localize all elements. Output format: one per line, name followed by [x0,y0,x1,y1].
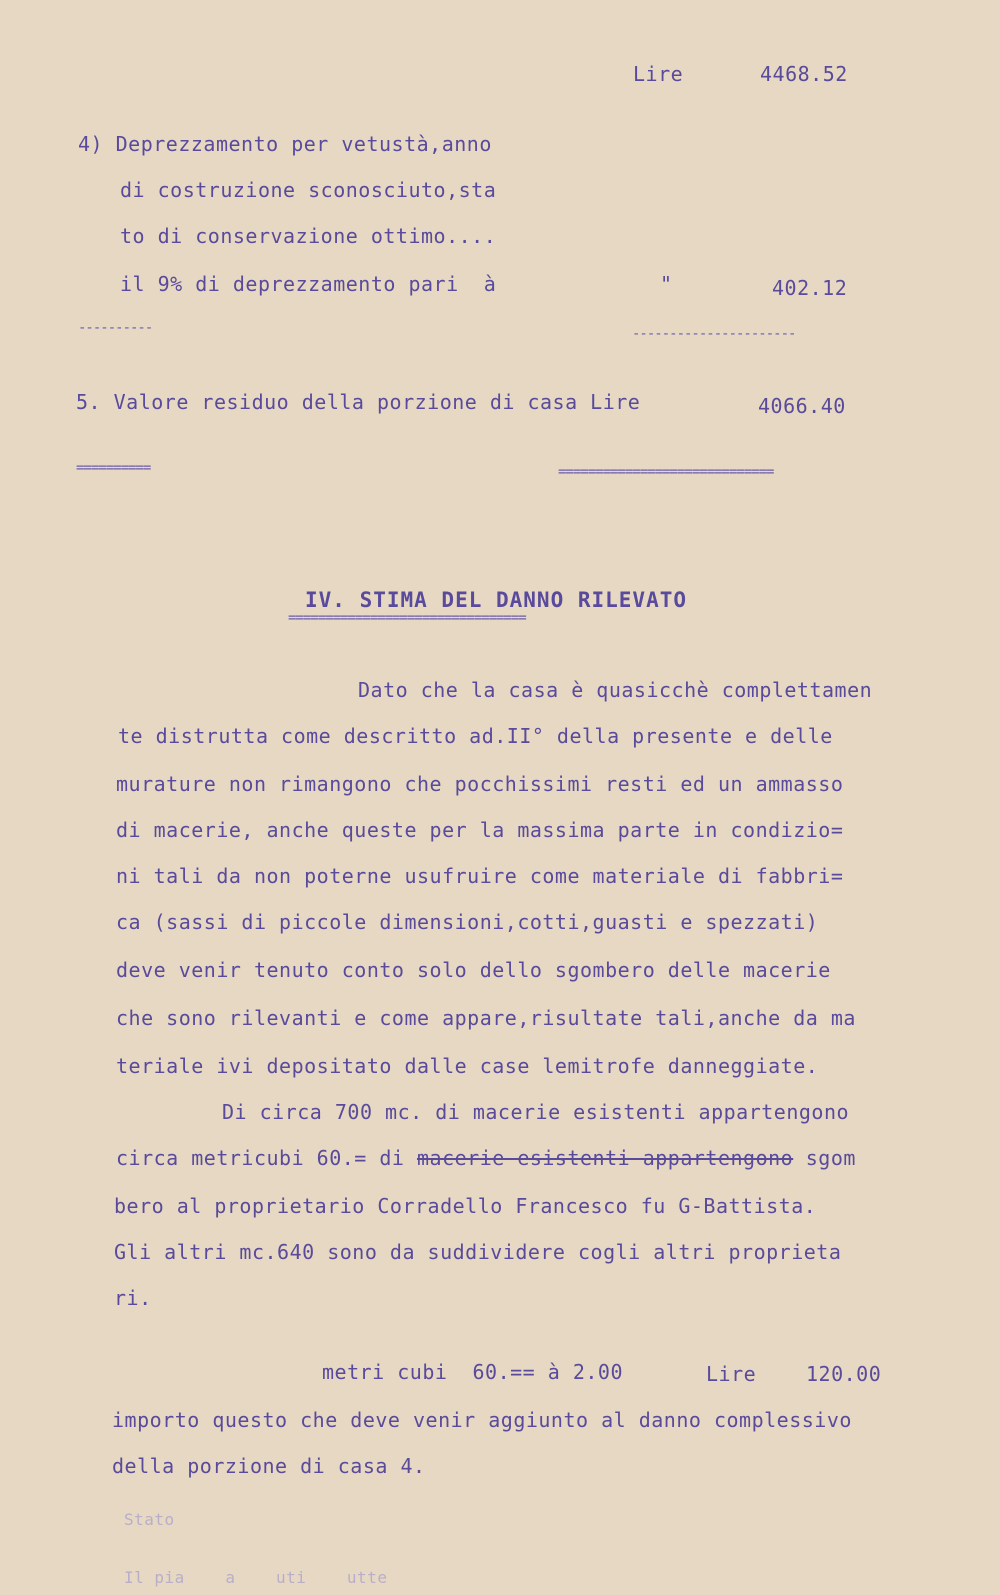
paragraph1-line-4: di macerie, anche queste per la massima parte in condizio= [116,818,844,842]
paragraph1-line-8: che sono rilevanti e come appare,risultate tali,anche da ma [116,1006,856,1030]
paragraph1-line-1: Dato che la casa è quasicchè complettamen [358,678,873,702]
section-title: IV. STIMA DEL DANNO RILEVATO [305,588,688,612]
header-amount: 4468.52 [760,62,848,86]
item4-rule-right: ---------------------- [632,326,796,342]
paragraph2-line-1: Di circa 700 mc. di macerie esistenti appartengono [222,1100,850,1124]
item5-rule-left: ========== [76,460,151,476]
calc-currency: Lire [706,1362,757,1386]
item5-label: 5. Valore residuo della porzione di casa Lire [76,390,641,414]
item4-line-4: il 9% di deprezzamento pari à [120,272,497,296]
calc-quantity: metri cubi 60.== à 2.00 [322,1360,623,1384]
section-title-underline: ================================ [288,610,526,626]
paragraph2-line-4: Gli altri mc.640 sono da suddividere cogli altri proprieta [114,1240,842,1264]
paragraph1-line-6: ca (sassi di piccole dimensioni,cotti,guasti e spezzati) [116,910,819,934]
paragraph1-line-5: ni tali da non poterne usufruire come materiale di fabbri= [116,864,844,888]
item5-rule-right: ============================= [558,464,774,480]
item5-amount: 4066.40 [758,394,846,418]
ditto-mark: " [660,272,673,296]
calc-amount: 120.00 [806,1362,882,1386]
paragraph2-line-2-pre: circa metricubi 60.= di [116,1146,417,1170]
paragraph2-line-3: bero al proprietario Corradello Francesco fu G-Battista. [114,1194,817,1218]
paragraph1-line-7: deve venir tenuto conto solo dello sgombero delle macerie [116,958,831,982]
item4-line-2: di costruzione sconosciuto,sta [120,178,497,202]
faded-footer-line-2: Il pia a uti utte [124,1568,388,1587]
paragraph1-line-3: murature non rimangono che pocchissimi resti ed un ammasso [116,772,844,796]
paragraph2-line-2 [116,1146,856,1170]
item4-rule-left: ---------- [78,320,153,336]
item4-amount: 402.12 [772,276,848,300]
closing-line-2: della porzione di casa 4. [112,1454,426,1478]
item4-line-1: 4) Deprezzamento per vetustà,anno [78,132,492,156]
header-currency: Lire [633,62,684,86]
paragraph2-line-5: ri. [114,1286,152,1310]
closing-line-1: importo questo che deve venir aggiunto al danno complessivo [112,1408,852,1432]
faded-footer-line-1: Stato [124,1510,175,1529]
paragraph2-line-2-post: sgom [793,1146,856,1170]
struck-text: macerie esistenti appartengono [416,1146,794,1170]
paragraph1-line-2: te distrutta come descritto ad.II° della presente e delle [118,724,833,748]
item4-line-3: to di conservazione ottimo.... [120,224,497,248]
paragraph1-line-9: teriale ivi depositato dalle case lemitrofe danneggiate. [116,1054,819,1078]
